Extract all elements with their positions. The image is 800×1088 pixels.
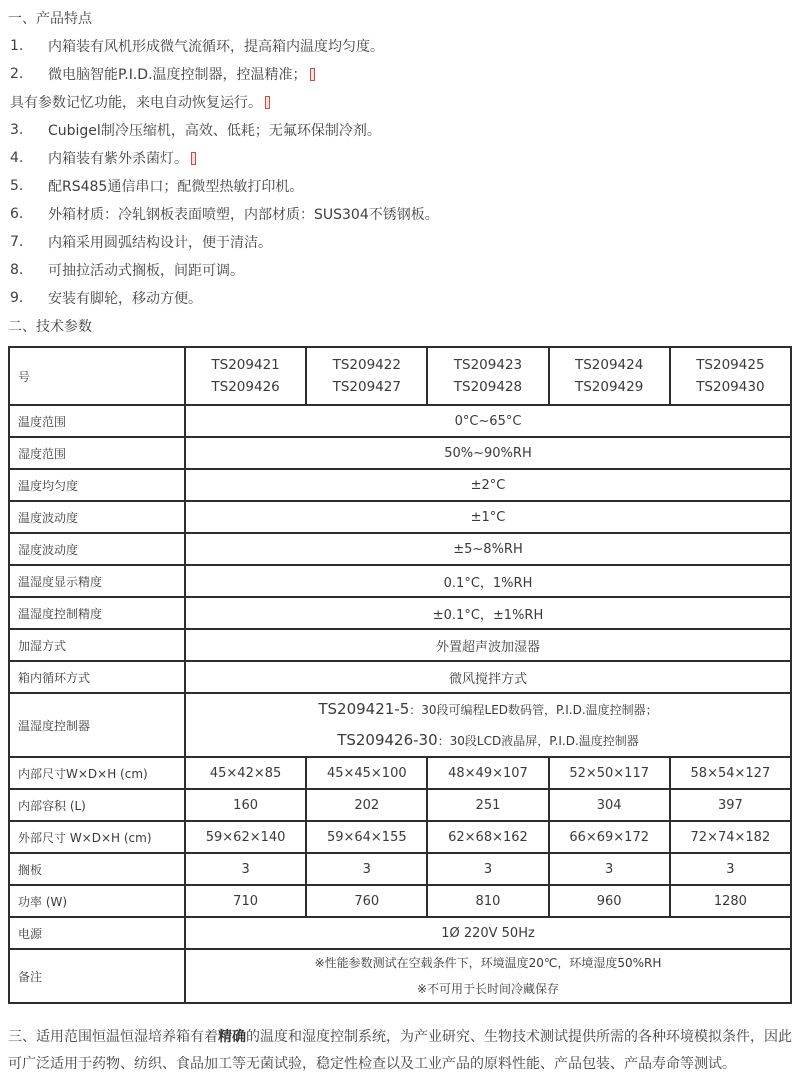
- model-number: TS209423: [453, 357, 523, 373]
- feature-number: 6.: [10, 206, 24, 222]
- spec-label: 温湿度控制精度: [9, 597, 185, 629]
- spec-label: 搁板: [9, 853, 185, 885]
- feature-text: 具有参数记忆功能，来电自动恢复运行。: [10, 95, 262, 111]
- spec-value: 52×50×117: [549, 757, 670, 789]
- spec-value: 45×42×85: [185, 757, 306, 789]
- spec-value: 3: [427, 853, 548, 885]
- feature-item: [10, 88, 792, 116]
- feature-text: 安装有脚轮，移动方便。: [48, 291, 202, 307]
- spec-value: 72×74×182: [670, 821, 791, 853]
- model-number: TS209430: [696, 379, 765, 395]
- spec-value: 48×49×107: [427, 757, 548, 789]
- spec-label: 温度波动度: [9, 501, 185, 533]
- feature-text: 内箱装有风机形成微气流循环，提高箱内温度均匀度。: [48, 39, 384, 55]
- spec-row: [9, 757, 791, 789]
- controller-line: [190, 694, 786, 725]
- feature-number: 5.: [10, 178, 24, 194]
- feature-number: 7.: [10, 234, 24, 250]
- feature-text: 微电脑智能P.I.D.温度控制器，控温精准；: [48, 67, 307, 83]
- spec-value: ±0.1°C，±1%RH: [185, 597, 791, 629]
- spec-label: 功率 (W): [9, 885, 185, 917]
- spec-value: 59×62×140: [185, 821, 306, 853]
- spec-label: 备注: [9, 949, 185, 1003]
- model-number: TS209427: [332, 379, 401, 395]
- spec-value: 66×69×172: [549, 821, 670, 853]
- model-header-cell: [427, 347, 548, 405]
- spec-label: 内部尺寸W×D×H (cm): [9, 757, 185, 789]
- feature-number: 1.: [10, 38, 24, 54]
- spec-value: ±5~8%RH: [185, 533, 791, 565]
- spec-label: 箱内循环方式: [9, 661, 185, 693]
- model-number: TS209425: [696, 357, 765, 373]
- spec-row: [9, 501, 791, 533]
- spec-value: 304: [549, 789, 670, 821]
- feature-number: 3.: [10, 122, 24, 138]
- spec-value: 960: [549, 885, 670, 917]
- spec-value: 3: [185, 853, 306, 885]
- spec-row: [9, 693, 791, 757]
- spec-label: 电源: [9, 917, 185, 949]
- spec-value: 微风搅拌方式: [185, 661, 791, 693]
- spec-row: [9, 533, 791, 565]
- feature-number: 8.: [10, 262, 24, 278]
- model-header-label: 号: [9, 347, 185, 405]
- spec-value: 3: [549, 853, 670, 885]
- specs-table: [8, 346, 792, 1004]
- spec-row: [9, 629, 791, 661]
- feature-text: 内箱装有紫外杀菌灯。: [48, 151, 188, 167]
- scope-paragraph: [8, 1024, 792, 1078]
- feature-number: 9.: [10, 290, 24, 306]
- feature-item: [10, 284, 792, 312]
- spec-row: [9, 661, 791, 693]
- spec-value: 59×64×155: [306, 821, 427, 853]
- spec-row: [9, 853, 791, 885]
- spec-row: [9, 949, 791, 1003]
- spec-row: [9, 469, 791, 501]
- feature-item: [10, 200, 792, 228]
- model-number: TS209426: [211, 379, 280, 395]
- features-heading: 一、产品特点: [8, 11, 92, 27]
- controller-model: TS209426-30: [337, 731, 438, 749]
- spec-label: 内部容积 (L): [9, 789, 185, 821]
- table-header-row: [9, 347, 791, 405]
- model-header-cell: [185, 347, 306, 405]
- spec-label: 湿度波动度: [9, 533, 185, 565]
- model-header-cell: [549, 347, 670, 405]
- controller-line: [190, 725, 786, 756]
- controller-desc: ：30段LCD液晶屏，P.I.D.温度控制器: [437, 734, 639, 748]
- model-number: TS209424: [574, 357, 644, 373]
- spec-value: [185, 693, 791, 757]
- features-list: [10, 32, 792, 312]
- spec-value: 50%~90%RH: [185, 437, 791, 469]
- model-number: TS209428: [453, 379, 523, 395]
- red-highlight-mark: [191, 152, 196, 165]
- spec-value: 810: [427, 885, 548, 917]
- feature-item: [10, 32, 792, 60]
- spec-value: 710: [185, 885, 306, 917]
- spec-value: 3: [306, 853, 427, 885]
- feature-text: 外箱材质：冷轧钢板表面喷塑，内部材质：SUS304不锈钢板。: [48, 207, 439, 223]
- spec-value: 3: [670, 853, 791, 885]
- feature-item: [10, 116, 792, 144]
- controller-desc: ：30段可编程LED数码管，P.I.D.温度控制器；: [409, 703, 658, 717]
- model-header-cell: [306, 347, 427, 405]
- spec-value: ±2°C: [185, 469, 791, 501]
- model-number: TS209422: [332, 357, 401, 373]
- feature-number: 4.: [10, 150, 24, 166]
- spec-row: [9, 565, 791, 597]
- spec-row: [9, 821, 791, 853]
- red-highlight-mark: [310, 68, 315, 81]
- spec-value: 760: [306, 885, 427, 917]
- spec-value: 397: [670, 789, 791, 821]
- feature-text: 可抽拉活动式搁板，间距可调。: [48, 263, 244, 279]
- model-number: TS209429: [574, 379, 644, 395]
- feature-text: 内箱采用圆弧结构设计，便于清洁。: [48, 235, 272, 251]
- spec-label: 温湿度显示精度: [9, 565, 185, 597]
- red-highlight-mark: [265, 96, 270, 109]
- spec-value: 251: [427, 789, 548, 821]
- remark-line: ※性能参数测试在空载条件下，环境温度20℃，环境湿度50%RH: [314, 956, 662, 970]
- spec-value: 0°C~65°C: [185, 405, 791, 437]
- spec-value: 45×45×100: [306, 757, 427, 789]
- model-header-cell: [670, 347, 791, 405]
- spec-label: 湿度范围: [9, 437, 185, 469]
- feature-item: [10, 144, 792, 172]
- spec-row: [9, 405, 791, 437]
- scope-text: 三、适用范围恒温恒湿培养箱有着: [8, 1029, 218, 1045]
- spec-value: 62×68×162: [427, 821, 548, 853]
- remark-line: ※不可用于长时间冷藏保存: [416, 982, 560, 996]
- spec-row: [9, 885, 791, 917]
- scope-text-bold: 精确: [218, 1029, 246, 1045]
- spec-label: 温湿度控制器: [9, 693, 185, 757]
- feature-item: [10, 256, 792, 284]
- feature-number: 2.: [10, 66, 24, 82]
- scope-text: 的温度和湿度控制系统，为产业研究、生物技术测试提供所需的各种环境模拟条件，因此可广泛适用于药物、纺织、食品加工等无菌试验，稳定性检查以及工业产品的原料性能、产品包装、产品寿命等测试。: [8, 1029, 792, 1072]
- spec-value: 160: [185, 789, 306, 821]
- spec-value: ±1°C: [185, 501, 791, 533]
- feature-item: [10, 228, 792, 256]
- spec-row: [9, 789, 791, 821]
- spec-row: [9, 437, 791, 469]
- spec-value: 0.1°C，1%RH: [185, 565, 791, 597]
- spec-value: 1280: [670, 885, 791, 917]
- spec-row: [9, 597, 791, 629]
- spec-value: 1Ø 220V 50Hz: [185, 917, 791, 949]
- spec-label: 温度均匀度: [9, 469, 185, 501]
- feature-item: [10, 60, 792, 88]
- feature-text: 配RS485通信串口；配微型热敏打印机。: [48, 179, 304, 195]
- spec-label: 温度范围: [9, 405, 185, 437]
- feature-item: [10, 172, 792, 200]
- model-number: TS209421: [211, 357, 280, 373]
- feature-text: Cubigel制冷压缩机，高效、低耗；无氟环保制冷剂。: [48, 123, 381, 139]
- spec-value: 58×54×127: [670, 757, 791, 789]
- controller-model: TS209421-5: [318, 700, 410, 718]
- spec-value: 202: [306, 789, 427, 821]
- spec-value: [185, 949, 791, 1003]
- specs-heading: 二、技术参数: [8, 319, 92, 335]
- spec-value: 外置超声波加湿器: [185, 629, 791, 661]
- spec-label: 外部尺寸 W×D×H (cm): [9, 821, 185, 853]
- spec-label: 加湿方式: [9, 629, 185, 661]
- spec-row: [9, 917, 791, 949]
